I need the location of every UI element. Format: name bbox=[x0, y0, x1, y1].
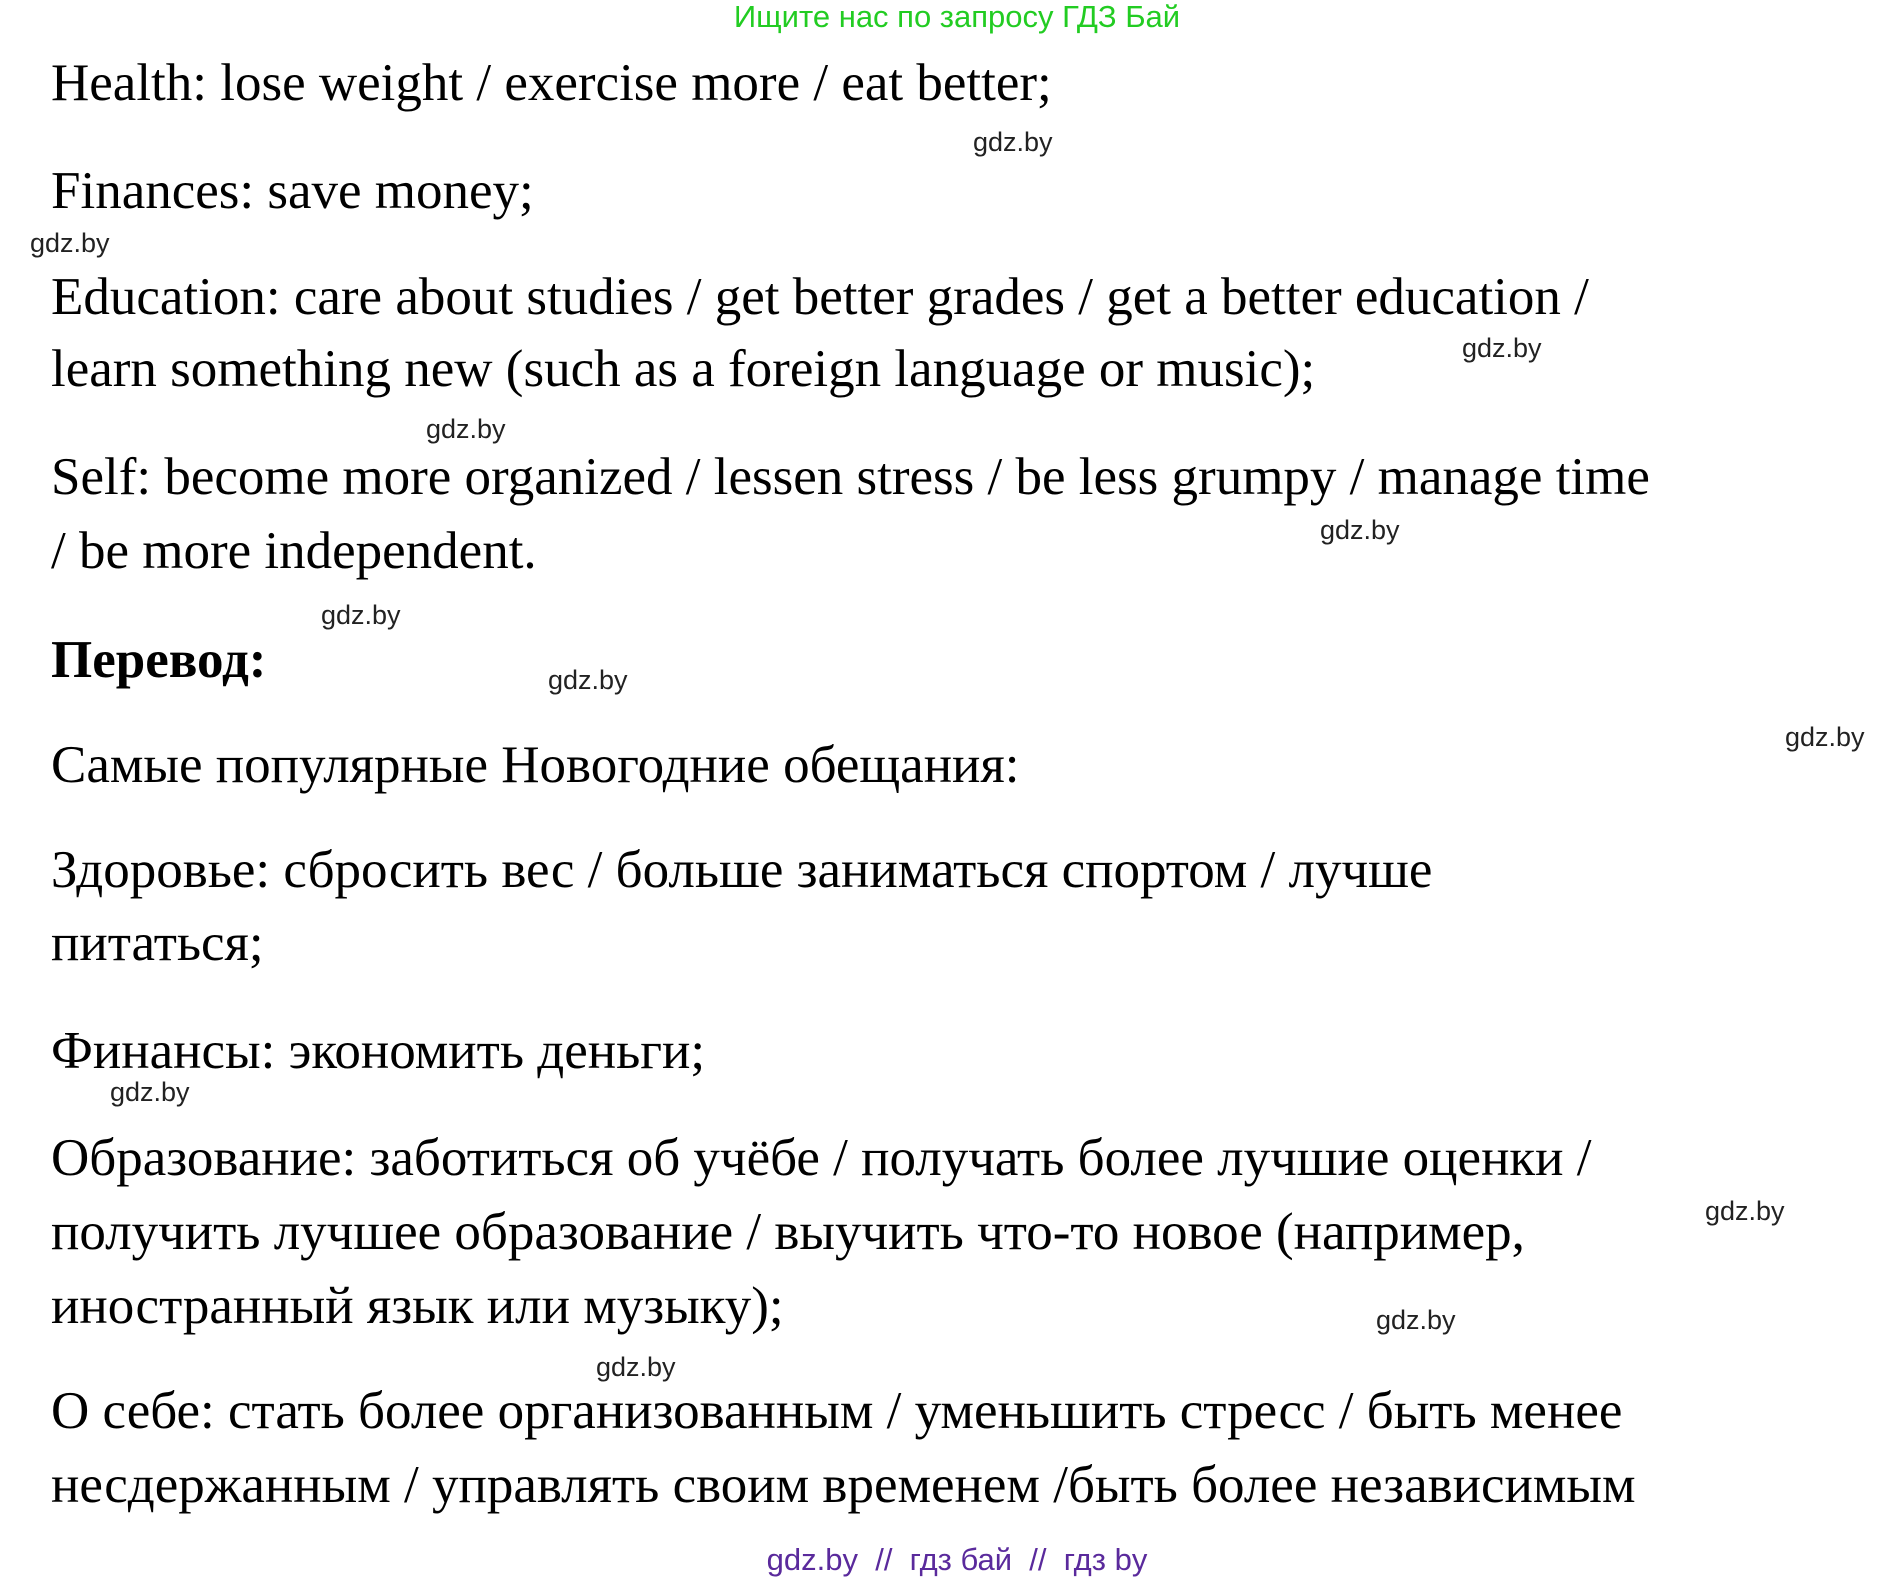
watermark: gdz.by bbox=[973, 127, 1053, 157]
text-line-ru-self: О себе: стать более организованным / уменьшить стресс / быть менее bbox=[51, 1382, 1623, 1440]
watermark: gdz.by bbox=[321, 600, 401, 630]
text-line-ru-education-cont: получить лучшее образование / выучить что-то новое (например, bbox=[51, 1203, 1525, 1261]
watermark: gdz.by bbox=[1376, 1305, 1456, 1335]
text-line-education: Education: care about studies / get better grades / get a better education / bbox=[51, 268, 1589, 326]
watermark: gdz.by bbox=[30, 228, 110, 258]
text-line-ru-health: Здоровье: сбросить вес / больше заниматься спортом / лучше bbox=[51, 841, 1433, 899]
watermark: gdz.by bbox=[1705, 1196, 1785, 1226]
watermark: gdz.by bbox=[548, 665, 628, 695]
watermark: gdz.by bbox=[596, 1352, 676, 1382]
translation-heading: Перевод: bbox=[51, 631, 267, 689]
text-line-health: Health: lose weight / exercise more / eat better; bbox=[51, 54, 1052, 112]
text-line-self-cont: / be more independent. bbox=[51, 522, 537, 580]
footer-links: gdz.by // гдз бай // гдз by bbox=[766, 1542, 1148, 1577]
watermark: gdz.by bbox=[1462, 333, 1542, 363]
text-line-finances: Finances: save money; bbox=[51, 162, 534, 220]
watermark: gdz.by bbox=[1320, 515, 1400, 545]
text-line-ru-self-cont: несдержанным / управлять своим временем /быть более независимым bbox=[51, 1456, 1636, 1514]
text-line-ru-finances: Финансы: экономить деньги; bbox=[51, 1022, 706, 1080]
watermark: gdz.by bbox=[1785, 722, 1865, 752]
text-line-ru-health-cont: питаться; bbox=[51, 914, 264, 972]
text-line-ru-education: Образование: заботиться об учёбе / получать более лучшие оценки / bbox=[51, 1129, 1592, 1187]
text-line-self: Self: become more organized / lessen stress / be less grumpy / manage time bbox=[51, 448, 1650, 506]
text-line-ru-education-cont2: иностранный язык или музыку); bbox=[51, 1277, 784, 1335]
text-line-education-cont: learn something new (such as a foreign language or music); bbox=[51, 340, 1316, 398]
header-search-hint: Ищите нас по запросу ГДЗ Бай bbox=[733, 0, 1181, 34]
watermark: gdz.by bbox=[426, 414, 506, 444]
watermark: gdz.by bbox=[110, 1077, 190, 1107]
text-line-ru-title: Самые популярные Новогодние обещания: bbox=[51, 736, 1020, 794]
